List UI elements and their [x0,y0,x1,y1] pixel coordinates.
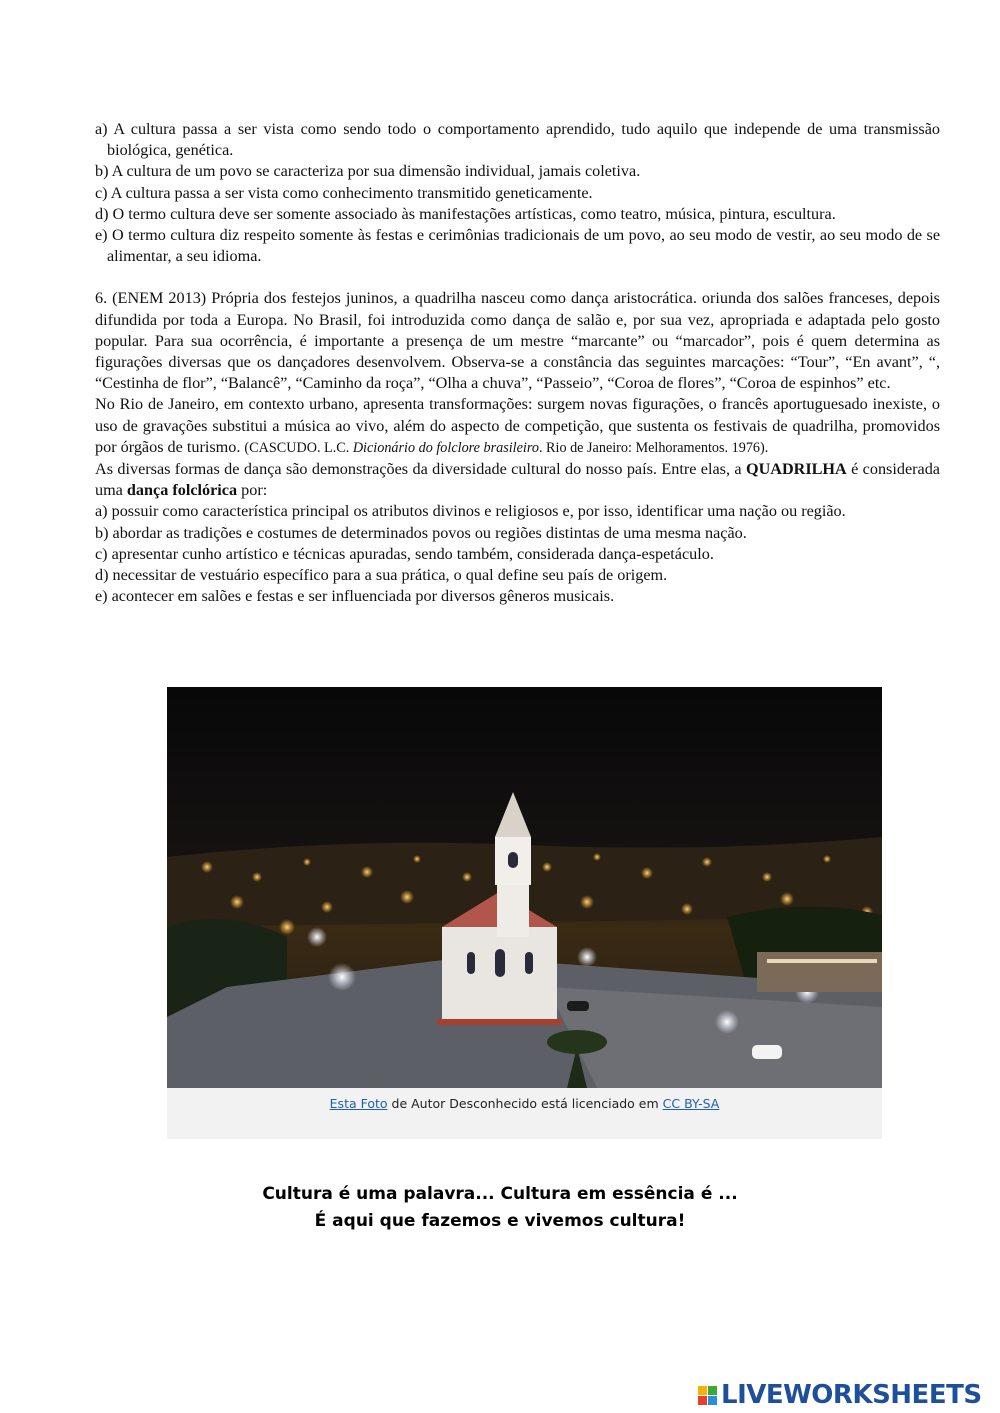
q6-stem [95,459,940,501]
photo-figure [167,687,882,1139]
q5-option-b: b) A cultura de um povo se caracteriza por sua dimensão individual, jamais coletiva. [95,162,641,181]
document-body [95,119,940,607]
photo-caption [167,1096,882,1111]
q5-option-a: a) A cultura passa a ser vista como sendo todo o comportamento aprendido, tudo aquilo que independe de uma transmissão biológica, genética. [95,120,940,160]
citation-title: Dicionário do folclore brasileiro [352,439,539,456]
license-link[interactable]: CC BY-SA [662,1096,720,1111]
q6-option-b: b) abordar as tradições e costumes de determinados povos ou regiões distintas de uma mesma nação. [95,523,747,542]
q6-paragraph-2 [95,394,940,459]
q6-stem-bold-danca: dança folclórica [126,481,238,500]
q6-option-e: e) acontecer em salões e festas e ser influenciada por diversos gêneros musicais. [95,587,615,606]
citation-rest: . Rio de Janeiro: Melhoramentos. 1976). [538,439,769,456]
q6-option-d: d) necessitar de vestuário específico para a sua prática, o qual define seu país de origem. [95,566,668,585]
q6-stem-bold-quadrilha: QUADRILHA [745,460,847,479]
citation-author: (CASCUDO. L.C. [244,439,350,456]
night-church-photo [167,687,882,1088]
photo-link[interactable]: Esta Foto [329,1096,388,1111]
closing-line-1: Cultura é uma palavra... Cultura em essência é ... [262,1184,738,1204]
caption-text: de Autor Desconhecido está licenciado em [391,1096,659,1111]
q6-stem-part1: As diversas formas de dança são demonstrações da diversidade cultural do nosso país. Entre elas, a [95,460,742,479]
q5-option-d: d) O termo cultura deve ser somente associado às manifestações artísticas, como teatro, música, pintura, escultura. [95,204,836,223]
q6-option-a: a) possuir como característica principal os atributos divinos e religiosos e, por isso, identificar uma nação ou região. [95,502,846,521]
citation [244,440,768,456]
q6-option-c: c) apresentar cunho artístico e técnicas apuradas, sendo também, considerada dança-espetáculo. [95,544,714,563]
q6-paragraph-2-text: No Rio de Janeiro, em contexto urbano, apresenta transformações: surgem novas figurações, o francês aportuguesado inexiste, o uso de gravações substitui a música ao vivo, além do aspecto de competição, que sustenta os festivais de quadrilha, promovidos por órgãos de turismo. [95,395,940,456]
q5-option-c: c) A cultura passa a ser vista como conhecimento transmitido geneticamente. [95,183,593,202]
q6-stem-part3: por: [241,481,268,500]
q6-stem-part2: é considerada uma [95,460,940,500]
q5-option-e: e) O termo cultura diz respeito somente às festas e cerimônias tradicionais de um povo, ao seu modo de vestir, ao seu modo de se alimentar, a seu idioma. [95,226,940,266]
closing-line-2: É aqui que fazemos e vivemos cultura! [314,1211,686,1231]
q6-paragraph-1: 6. (ENEM 2013) Própria dos festejos juninos, a quadrilha nasceu como dança aristocrática. oriunda dos salões franceses, depois difundida por toda a Europa. No Brasil, foi introduzida como dança de salão e, por sua vez, apropriada e adaptada pelo gosto popular. Para sua ocorrência, é importante a presença de um mestre “marcante” ou “marcador”, pois é quem determina as figurações diversas que os dançadores desenvolvem. Observa-se a constância das seguintes marcações: “Tour”, “En avant”, “, “Cestinha de flor”, “Balancê”, “Caminho da roça”, “Olha a chuva”, “Passeio”, “Coroa de flores”, “Coroa de espinhos” etc. [95,289,940,393]
liveworksheets-icon [698,1386,717,1405]
liveworksheets-logo [698,1380,982,1410]
logo-text: LIVEWORKSHEETS [721,1380,982,1410]
